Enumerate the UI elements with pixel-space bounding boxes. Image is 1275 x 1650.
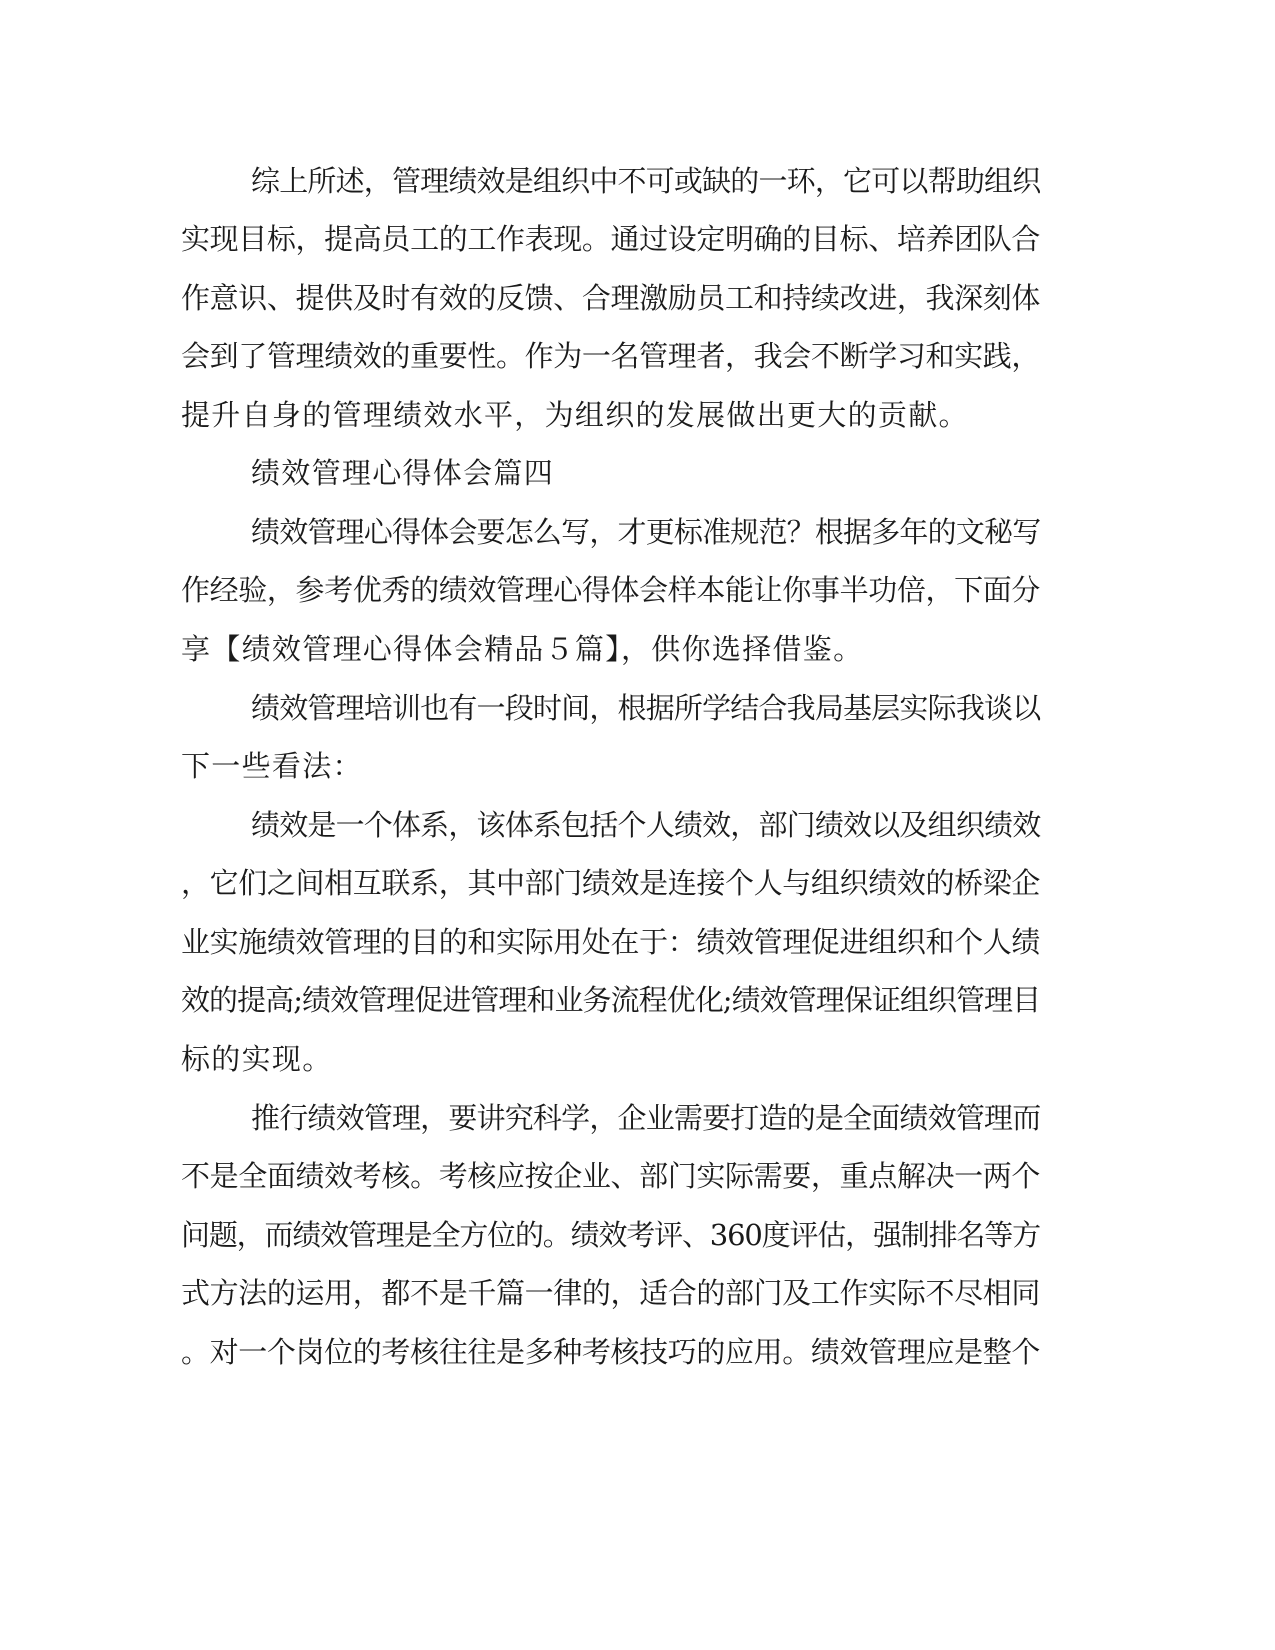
text-line: 。对一个岗位的考核往往是多种考核技巧的应用。绩效管理应是整个	[181, 1335, 1041, 1369]
text-line: 实现目标，提高员工的工作表现。通过设定明确的目标、培养团队合	[181, 222, 1041, 256]
text-line: 标的实现。	[181, 1042, 333, 1076]
text-line: 业实施绩效管理的目的和实际用处在于：绩效管理促进组织和个人绩	[181, 925, 1041, 959]
text-line: 不是全面绩效考核。考核应按企业、部门实际需要，重点解决一两个	[181, 1159, 1041, 1193]
text-line: 问题，而绩效管理是全方位的。绩效考评、360度评估，强制排名等方	[181, 1218, 1040, 1252]
text-line: 提升自身的管理绩效水平，为组织的发展做出更大的贡献。	[181, 398, 969, 432]
text-line: 享【绩效管理心得体会精品５篇】，供你选择借鉴。	[181, 632, 864, 666]
text-line: 绩效管理培训也有一段时间，根据所学结合我局基层实际我谈以	[251, 691, 1041, 725]
text-line: 作意识、提供及时有效的反馈、合理激励员工和持续改进，我深刻体	[181, 281, 1041, 315]
text-line: 式方法的运用，都不是千篇一律的，适合的部门及工作实际不尽相同	[181, 1276, 1041, 1310]
text-line: 综上所述，管理绩效是组织中不可或缺的一环，它可以帮助组织	[251, 164, 1041, 198]
text-line: 推行绩效管理，要讲究科学，企业需要打造的是全面绩效管理而	[251, 1101, 1041, 1135]
text-line: 下一些看法：	[181, 749, 363, 783]
text-line: 绩效是一个体系，该体系包括个人绩效，部门绩效以及组织绩效	[251, 808, 1041, 842]
text-line: 绩效管理心得体会要怎么写，才更标准规范？根据多年的文秘写	[251, 515, 1041, 549]
text-line: ，它们之间相互联系，其中部门绩效是连接个人与组织绩效的桥梁企	[181, 866, 1041, 900]
section-heading: 绩效管理心得体会篇四	[251, 456, 555, 490]
text-line: 效的提高;绩效管理促进管理和业务流程优化;绩效管理保证组织管理目	[181, 983, 1041, 1017]
text-line: 作经验，参考优秀的绩效管理心得体会样本能让你事半功倍，下面分	[181, 573, 1041, 607]
text-line: 会到了管理绩效的重要性。作为一名管理者，我会不断学习和实践，	[181, 339, 1041, 373]
